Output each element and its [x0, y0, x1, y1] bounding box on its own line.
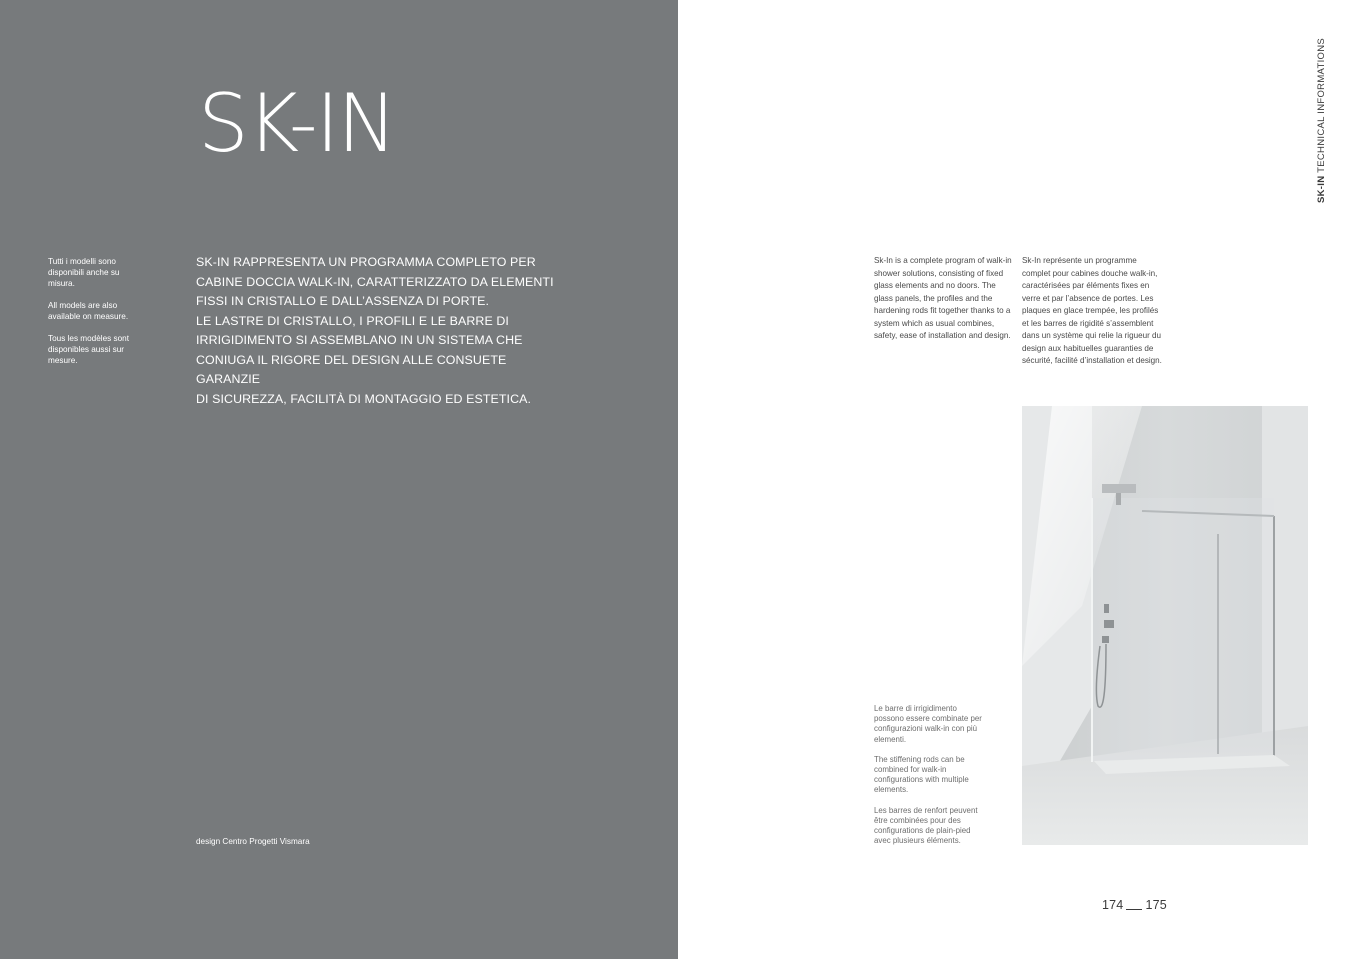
shower-photo — [1022, 406, 1308, 845]
intro-line: SK-IN RAPPRESENTA UN PROGRAMMA COMPLETO PER — [196, 255, 536, 269]
side-label-section: TECHNICAL INFORMATIONS — [1316, 37, 1327, 173]
description-english: Sk-In is a complete program of walk-in shower solutions, consisting of fixed glass elements and no doors. The glass panels, the profiles and the hardening rods fit together thanks to a system which as usual combines, safety, ease of installation and design. — [874, 256, 1012, 340]
design-credit: design Centro Progetti Vismara — [196, 837, 310, 846]
side-label-product: SK-IN — [1316, 175, 1327, 203]
intro-line: FISSI IN CRISTALLO E DALL’ASSENZA DI PORTE. — [196, 294, 490, 308]
availability-note-it: Tutti i modelli sono disponibili anche su misura. — [48, 257, 120, 288]
section-side-label — [1316, 38, 1327, 203]
description-french: Sk-In représente un programme complet pour cabines douche walk-in, caractérisées par éléments fixes en verre et par l’absence de portes. Les plaques en glace trempée, les profilés et les barres de rigidité s’assemblent dans un système qui relie la rigueur du design aux habituelles guaranties de sécurité, facilité d’installation et design. — [1022, 256, 1162, 365]
intro-text — [196, 253, 566, 409]
availability-note — [48, 256, 138, 377]
shower-illustration — [1022, 406, 1308, 845]
availability-note-en: All models are also available on measure. — [48, 301, 129, 321]
intro-line: CABINE DOCCIA WALK-IN, CARATTERIZZATO DA ELEMENTI — [196, 274, 554, 289]
intro-line: LE LASTRE DI CRISTALLO, I PROFILI E LE BARRE DI — [196, 313, 509, 328]
caption-fr: Les barres de renfort peuvent être combinées pour des configurations de plain-pied avec plusieurs éléments. — [874, 805, 978, 846]
caption-en: The stiffening rods can be combined for walk-in configurations with multiple elements. — [874, 754, 969, 795]
page-number-separator — [1126, 909, 1142, 910]
page-numbers — [1102, 898, 1167, 912]
intro-line: CONIUGA IL RIGORE DEL DESIGN ALLE CONSUETE GARANZIE — [196, 352, 507, 386]
intro-line: DI SICUREZZA, FACILITÀ DI MONTAGGIO ED ESTETICA. — [196, 391, 532, 406]
page-title: SK-IN — [198, 77, 396, 170]
page-number-left: 174 — [1102, 898, 1124, 912]
photo-caption — [874, 704, 984, 856]
caption-it: Le barre di irrigidimento possono essere combinate per configurazioni walk-in con più elementi. — [874, 704, 982, 744]
page-number-right: 175 — [1145, 898, 1167, 912]
availability-note-fr: Tous les modèles sont disponibles aussi sur mesure. — [48, 334, 130, 365]
intro-line: IRRIGIDIMENTO SI ASSEMBLANO IN UN SISTEMA CHE — [196, 333, 523, 347]
